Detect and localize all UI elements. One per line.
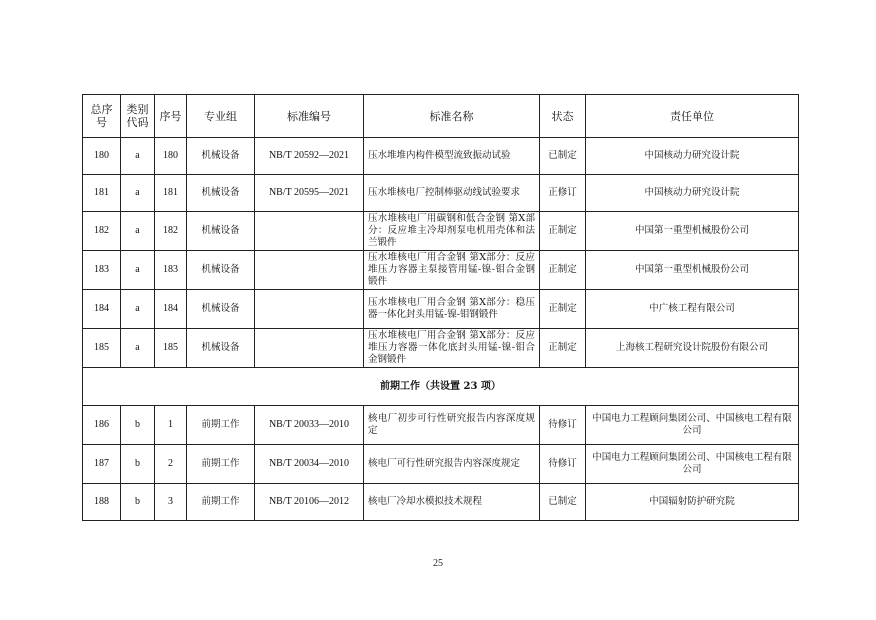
cell-code xyxy=(255,251,364,290)
cell-total: 187 xyxy=(83,445,121,484)
cell-name: 压水堆核电厂控制棒驱动线试验要求 xyxy=(364,175,540,212)
cell-category: a xyxy=(121,290,155,329)
cell-unit: 中国电力工程顾问集团公司、中国核电工程有限公司 xyxy=(586,406,799,445)
cell-category: b xyxy=(121,484,155,521)
cell-status: 正制定 xyxy=(540,290,586,329)
cell-seq: 3 xyxy=(155,484,187,521)
cell-seq: 185 xyxy=(155,329,187,368)
cell-category: a xyxy=(121,329,155,368)
table-row xyxy=(83,329,799,368)
cell-category: a xyxy=(121,251,155,290)
cell-seq: 180 xyxy=(155,138,187,175)
cell-category: b xyxy=(121,445,155,484)
cell-status: 已制定 xyxy=(540,138,586,175)
table-row xyxy=(83,138,799,175)
header-category-code: 类别代码 xyxy=(121,95,155,138)
cell-name: 核电厂可行性研究报告内容深度规定 xyxy=(364,445,540,484)
cell-total: 186 xyxy=(83,406,121,445)
cell-status: 已制定 xyxy=(540,484,586,521)
header-group: 专业组 xyxy=(187,95,255,138)
cell-total: 182 xyxy=(83,212,121,251)
cell-unit: 中国第一重型机械股份公司 xyxy=(586,251,799,290)
cell-group: 前期工作 xyxy=(187,445,255,484)
section-title: 前期工作（共设置 23 项） xyxy=(83,368,799,406)
standards-table xyxy=(82,94,799,521)
cell-total: 188 xyxy=(83,484,121,521)
table-row xyxy=(83,484,799,521)
table-row xyxy=(83,445,799,484)
cell-total: 180 xyxy=(83,138,121,175)
header-standard-code: 标准编号 xyxy=(255,95,364,138)
cell-group: 机械设备 xyxy=(187,251,255,290)
cell-status: 待修订 xyxy=(540,406,586,445)
table-row xyxy=(83,175,799,212)
header-seq-no: 序号 xyxy=(155,95,187,138)
cell-group: 机械设备 xyxy=(187,329,255,368)
cell-total: 184 xyxy=(83,290,121,329)
cell-code: NB/T 20106—2012 xyxy=(255,484,364,521)
cell-unit: 中广核工程有限公司 xyxy=(586,290,799,329)
cell-group: 机械设备 xyxy=(187,138,255,175)
cell-category: b xyxy=(121,406,155,445)
table-row xyxy=(83,290,799,329)
cell-seq: 1 xyxy=(155,406,187,445)
cell-seq: 183 xyxy=(155,251,187,290)
cell-category: a xyxy=(121,175,155,212)
cell-name: 核电厂初步可行性研究报告内容深度规定 xyxy=(364,406,540,445)
cell-code xyxy=(255,290,364,329)
cell-name: 压水堆核电厂用碳钢和低合金钢 第X部分：反应堆主冷却剂泵电机用壳体和法兰锻件 xyxy=(364,212,540,251)
cell-total: 185 xyxy=(83,329,121,368)
cell-category: a xyxy=(121,212,155,251)
cell-status: 正制定 xyxy=(540,212,586,251)
cell-name: 压水堆核电厂用合金钢 第X部分：反应堆压力容器主泵接管用锰-镍-钼合金钢锻件 xyxy=(364,251,540,290)
table-header-row xyxy=(83,95,799,138)
cell-code xyxy=(255,329,364,368)
cell-status: 正修订 xyxy=(540,175,586,212)
cell-group: 前期工作 xyxy=(187,406,255,445)
header-total-no: 总序号 xyxy=(83,95,121,138)
cell-group: 机械设备 xyxy=(187,175,255,212)
cell-unit: 中国第一重型机械股份公司 xyxy=(586,212,799,251)
cell-name: 压水堆核电厂用合金钢 第X部分：反应堆压力容器一体化底封头用锰-镍-钼合金钢锻件 xyxy=(364,329,540,368)
cell-group: 机械设备 xyxy=(187,290,255,329)
cell-group: 机械设备 xyxy=(187,212,255,251)
cell-status: 正制定 xyxy=(540,329,586,368)
header-responsible-unit: 责任单位 xyxy=(586,95,799,138)
cell-name: 核电厂冷却水模拟技术规程 xyxy=(364,484,540,521)
cell-group: 前期工作 xyxy=(187,484,255,521)
cell-unit: 中国核动力研究设计院 xyxy=(586,138,799,175)
cell-unit: 上海核工程研究设计院股份有限公司 xyxy=(586,329,799,368)
header-standard-name: 标准名称 xyxy=(364,95,540,138)
cell-code xyxy=(255,212,364,251)
cell-unit: 中国辐射防护研究院 xyxy=(586,484,799,521)
cell-seq: 2 xyxy=(155,445,187,484)
cell-status: 待修订 xyxy=(540,445,586,484)
cell-status: 正制定 xyxy=(540,251,586,290)
cell-name: 压水堆堆内构件模型流致振动试验 xyxy=(364,138,540,175)
cell-seq: 182 xyxy=(155,212,187,251)
cell-code: NB/T 20592—2021 xyxy=(255,138,364,175)
cell-code: NB/T 20034—2010 xyxy=(255,445,364,484)
cell-code: NB/T 20595—2021 xyxy=(255,175,364,212)
page-number: 25 xyxy=(433,558,443,569)
cell-code: NB/T 20033—2010 xyxy=(255,406,364,445)
table-row xyxy=(83,251,799,290)
cell-seq: 181 xyxy=(155,175,187,212)
cell-total: 181 xyxy=(83,175,121,212)
cell-total: 183 xyxy=(83,251,121,290)
cell-name: 压水堆核电厂用合金钢 第X部分：稳压器一体化封头用锰-镍-钼钢锻件 xyxy=(364,290,540,329)
cell-seq: 184 xyxy=(155,290,187,329)
section-row xyxy=(83,368,799,406)
table-row xyxy=(83,406,799,445)
cell-unit: 中国电力工程顾问集团公司、中国核电工程有限公司 xyxy=(586,445,799,484)
cell-unit: 中国核动力研究设计院 xyxy=(586,175,799,212)
cell-category: a xyxy=(121,138,155,175)
table-row xyxy=(83,212,799,251)
header-status: 状态 xyxy=(540,95,586,138)
